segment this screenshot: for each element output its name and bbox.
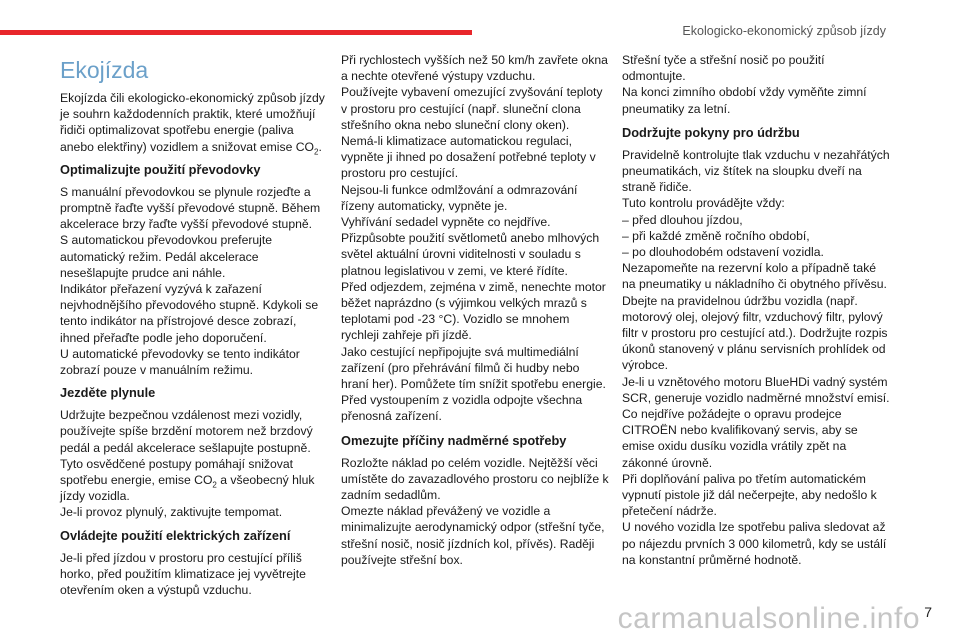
paragraph: S manuální převodovkou se plynule rozjeďte a promptně řaďte vyšší převodové stupně. Během akcelerace brzy řaďte vyšší převodové stupně. bbox=[60, 184, 321, 232]
paragraph: S automatickou převodovkou preferujte automatický režim. Pedál akcelerace nesešlapujte prudce ani náhle. bbox=[60, 233, 273, 280]
paragraph: Při rychlostech vyšších než 50 km/h zavřete okna a nechte otevřené výstupy vzduchu. bbox=[341, 53, 608, 84]
paragraph: Pravidelně kontrolujte tlak vzduchu v nezahřátých pneumatikách, viz štítek na sloupku dveří na straně řidiče. bbox=[622, 147, 890, 195]
paragraph: Používejte vybavení omezující zvyšování teploty v prostoru pro cestující (např. sluneční clona střešního okna nebo sluneční clony oken). bbox=[341, 85, 603, 132]
watermark: carmanualsonline.info bbox=[617, 602, 920, 635]
paragraph: Na konci zimního období vždy vyměňte zimní pneumatiky za letní. bbox=[622, 85, 867, 116]
column-1 bbox=[60, 52, 328, 598]
paragraph: Je-li u vznětového motoru BlueHDi vadný systém SCR, generuje vozidlo nadměrné množství emisí. Co nejdříve požádejte o opravu prodejce CITROËN nebo kvalifikovaný servis, aby se emise oxidu dusíku vozidla vrátily zpět na zákonné úrovně. bbox=[622, 374, 890, 470]
paragraph: Nejsou-li funkce odmlžování a odmrazování řízeny automaticky, vypněte je. bbox=[341, 182, 578, 213]
paragraph: Je-li před jízdou v prostoru pro cestující příliš horko, před použitím klimatizace jej vyvětrejte otevřením oken a výstupů vzduchu. bbox=[60, 550, 306, 598]
paragraph: Střešní tyče a střešní nosič po použití odmontujte. bbox=[622, 53, 825, 84]
heading-electrical-equipment: Ovládejte použití elektrických zařízení bbox=[60, 527, 291, 543]
paragraph: Rozložte náklad po celém vozidle. Nejtěžší věci umístěte do zavazadlového prostoru co nejblíže k zadním sedadlům. bbox=[341, 455, 609, 503]
paragraph: Indikátor přeřazení vyzývá k zařazení nejvhodnějšího převodového stupně. Kdykoli se tento indikátor na přístrojové desce zobrazí, ihned přeřaďte podle jeho doporučení. bbox=[60, 282, 319, 345]
heading-smooth-driving: Jezděte plynule bbox=[60, 385, 156, 401]
page-number: 7 bbox=[924, 604, 932, 620]
heading-gearbox: Optimalizujte použití převodovky bbox=[60, 161, 261, 177]
running-header: Ekologicko-ekonomický způsob jízdy bbox=[682, 24, 886, 38]
heading-excess-consumption: Omezujte příčiny nadměrné spotřeby bbox=[341, 432, 567, 448]
heading-maintenance: Dodržujte pokyny pro údržbu bbox=[622, 124, 800, 140]
column-3 bbox=[622, 52, 890, 568]
list-item: – před dlouhou jízdou, bbox=[622, 212, 743, 227]
paragraph: Přizpůsobte použití světlometů anebo mlhových světel aktuální úrovni viditelnosti v souladu s platnou legislativou v zemi, ve které řídíte. bbox=[341, 231, 600, 278]
paragraph: Před odjezdem, zejména v zimě, nenechte motor běžet naprázdno (s výjimkou velkých mrazů s teplotami pod -23 °C). Vozidlo se mnohem rychleji zahřeje při jízdě. bbox=[341, 279, 606, 343]
paragraph: Nemá-li klimatizace automatickou regulaci, vypněte ji ihned po dosažení potřebné teploty v prostoru pro cestující. bbox=[341, 134, 596, 181]
paragraph: Při doplňování paliva po třetím automatickém vypnutí pistole již dál nečerpejte, aby nedošlo k přetečení nádrže. bbox=[622, 471, 877, 519]
column-2 bbox=[341, 52, 609, 568]
list-item: – po dlouhodobém odstavení vozidla. bbox=[622, 245, 824, 260]
page-title: Ekojízda bbox=[60, 57, 149, 83]
intro-paragraph: Ekojízda čili ekologicko-ekonomický způsob jízdy je souhrn každodenních praktik, které umožňují řidiči optimalizovat spotřebu energie (paliva anebo elektřiny) vozidlem a snižovat emise $CO_2$. bbox=[60, 91, 325, 157]
paragraph: Jako cestující nepřipojujte svá multimediální zařízení (pro přehrávání filmů či hudby nebo hraní her). Pomůžete tím snížit spotřebu energie. bbox=[341, 344, 606, 392]
paragraph: Nezapomeňte na rezervní kolo a případně také na pneumatiky u nákladního či obytného přívěsu. bbox=[622, 261, 887, 292]
list-item: – při každé změně ročního období, bbox=[622, 228, 810, 243]
header-accent-bar bbox=[0, 30, 472, 35]
paragraph: U automatické převodovky se tento indikátor zobrazí pouze v manuálním režimu. bbox=[60, 346, 300, 378]
paragraph: Před vystoupením z vozidla odpojte všechna přenosná zařízení. bbox=[341, 393, 583, 424]
paragraph: Vyhřívání sedadel vypněte co nejdříve. bbox=[341, 215, 551, 230]
paragraph: U nového vozidla lze spotřebu paliva sledovat až po nájezdu prvních 3 000 kilometrů, kdy se ustálí na konstantní průměrné hodnotě. bbox=[622, 520, 887, 567]
paragraph: Udržujte bezpečnou vzdálenost mezi vozidly, používejte spíše brzdění motorem než brzdový pedál a pedál akcelerace sešlapujte postupně. Tyto osvědčené postupy pomáhají snižovat spotřebu energie, emise $CO_2$ a všeobecný hluk jízdy vozidla. bbox=[60, 408, 315, 504]
paragraph: Omezte náklad převážený ve vozidle a minimalizujte aerodynamický odpor (střešní tyče, střešní nosič, nosič jízdních kol, přívěs). Raději používejte střešní box. bbox=[341, 504, 605, 567]
paragraph: Tuto kontrolu provádějte vždy: bbox=[622, 196, 785, 211]
paragraph: Je-li provoz plynulý, zaktivujte tempomat. bbox=[60, 505, 283, 520]
paragraph: Dbejte na pravidelnou údržbu vozidla (např. motorový olej, olejový filtr, vzduchový filtr, pylový filtr v prostoru pro cestující atd.). Dodržujte rozpis úkonů stanovený v plánu servisních prohlídek od výrobce. bbox=[622, 293, 888, 373]
